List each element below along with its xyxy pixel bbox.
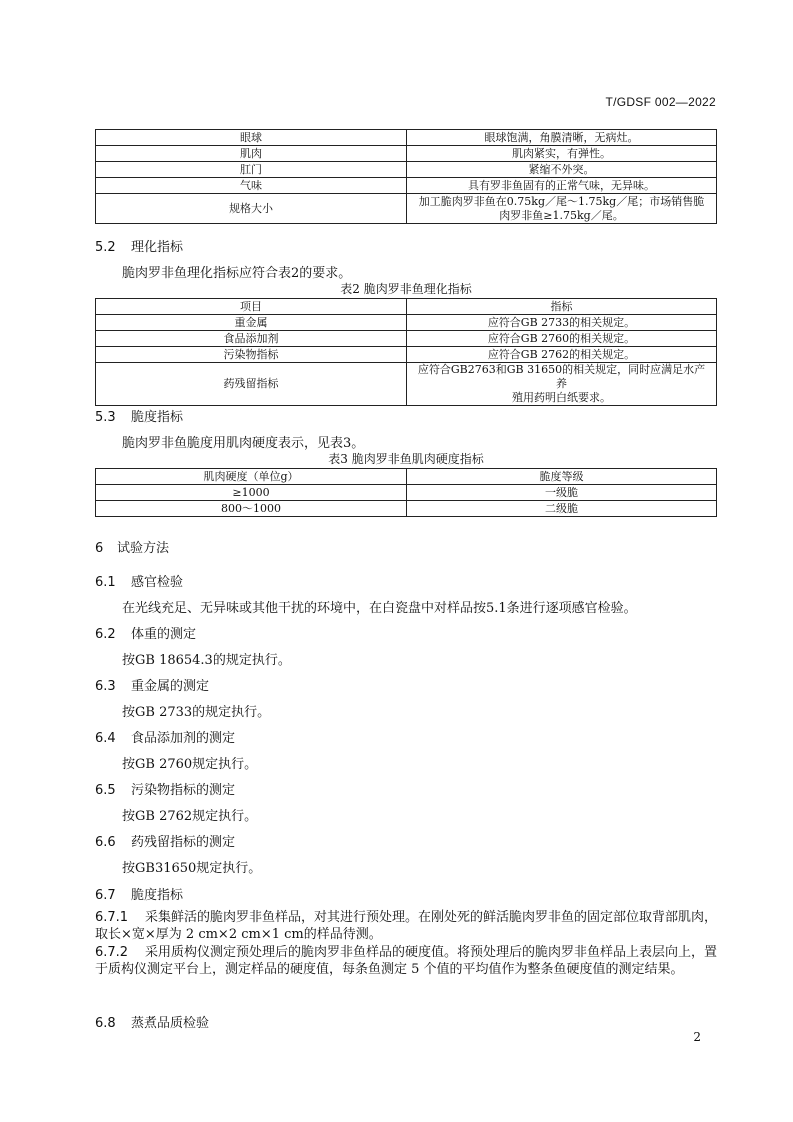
section-title: 蒸煮品质检验 bbox=[131, 1016, 210, 1031]
section-title: 感官检验 bbox=[131, 575, 184, 590]
section-number: 6.2 bbox=[95, 627, 116, 642]
section-title: 药残留指标的测定 bbox=[131, 835, 236, 850]
table-row bbox=[96, 347, 717, 363]
hardness-table bbox=[95, 468, 717, 517]
paragraph: 脆肉罗非鱼脆度用肌肉硬度表示，见表3。 bbox=[122, 436, 365, 451]
clause-number: 6.7.2 bbox=[95, 945, 129, 960]
table-cell bbox=[407, 363, 717, 406]
table-row bbox=[96, 194, 717, 224]
table-cell: 药残留指标 bbox=[96, 363, 407, 406]
section-title: 食品添加剂的测定 bbox=[131, 731, 236, 746]
section-heading-6-8 bbox=[95, 1012, 209, 1031]
section-heading-6-7 bbox=[95, 884, 183, 903]
table-caption: 表3 脆肉罗非鱼肌肉硬度指标 bbox=[328, 452, 484, 466]
table-header-row bbox=[96, 469, 717, 485]
section-number: 6.1 bbox=[95, 575, 116, 590]
section-number: 5.2 bbox=[95, 240, 116, 255]
table-header-row bbox=[96, 299, 717, 315]
physicochemical-table bbox=[95, 298, 717, 406]
table-cell: 具有罗非鱼固有的正常气味，无异味。 bbox=[407, 178, 717, 194]
table-row bbox=[96, 162, 717, 178]
section-heading-6 bbox=[95, 537, 169, 556]
table-cell: 重金属 bbox=[96, 315, 407, 331]
section-heading-5-2 bbox=[95, 236, 183, 255]
table-cell: 紧缩不外突。 bbox=[407, 162, 717, 178]
section-heading-6-6 bbox=[95, 831, 235, 850]
table-cell: ≥1000 bbox=[96, 485, 407, 501]
cell-line: 殖用药明白纸要求。 bbox=[512, 391, 611, 404]
table-header-cell: 脆度等级 bbox=[407, 469, 717, 485]
section-heading-6-3 bbox=[95, 675, 209, 694]
section-number: 5.3 bbox=[95, 410, 116, 425]
paragraph: 按GB 2760规定执行。 bbox=[122, 757, 258, 772]
section-number: 6.8 bbox=[95, 1016, 116, 1031]
clause-text: 采集鲜活的脆肉罗非鱼样品，对其进行预处理。在刚处死的鲜活脆肉罗非鱼的固定部位取背部肌肉，取长×宽×厚为 2 cm×2 cm×1 cm的样品待测。 bbox=[95, 910, 718, 942]
section-heading-6-5 bbox=[95, 779, 235, 798]
table-cell: 应符合GB 2760的相关规定。 bbox=[407, 331, 717, 347]
table-cell: 污染物指标 bbox=[96, 347, 407, 363]
paragraph: 在光线充足、无异味或其他干扰的环境中，在白瓷盘中对样品按5.1条进行逐项感官检验。 bbox=[122, 601, 637, 616]
cell-line: 加工脆肉罗非鱼在0.75kg／尾～1.75kg／尾；市场销售脆 bbox=[418, 194, 705, 208]
section-heading-6-4 bbox=[95, 727, 235, 746]
paragraph: 按GB31650规定执行。 bbox=[122, 861, 262, 876]
section-heading-5-3 bbox=[95, 406, 183, 425]
section-number: 6.5 bbox=[95, 783, 116, 798]
clause-6-7-2 bbox=[95, 944, 717, 978]
table-row bbox=[96, 501, 717, 517]
section-number: 6 bbox=[95, 541, 104, 556]
table-cell: 规格大小 bbox=[96, 194, 407, 224]
section-heading-6-1 bbox=[95, 571, 183, 590]
section-title: 脆度指标 bbox=[131, 888, 184, 903]
table-row bbox=[96, 315, 717, 331]
table-cell: 肛门 bbox=[96, 162, 407, 178]
table-row bbox=[96, 146, 717, 162]
table-cell: 气味 bbox=[96, 178, 407, 194]
section-heading-6-2 bbox=[95, 623, 196, 642]
table-row bbox=[96, 331, 717, 347]
cell-line: 肉罗非鱼≥1.75kg／尾。 bbox=[499, 208, 624, 222]
table-caption: 表2 脆肉罗非鱼理化指标 bbox=[340, 282, 472, 296]
table-cell: 食品添加剂 bbox=[96, 331, 407, 347]
table-header-cell: 指标 bbox=[407, 299, 717, 315]
table-header-cell: 肌肉硬度（单位g） bbox=[96, 469, 407, 485]
cell-line: 应符合GB2763和GB 31650的相关规定，同时应满足水产养 bbox=[417, 363, 706, 390]
page-number: 2 bbox=[693, 1030, 701, 1044]
section-title: 理化指标 bbox=[131, 240, 184, 255]
table-cell: 肌肉 bbox=[96, 146, 407, 162]
clause-text: 采用质构仪测定预处理后的脆肉罗非鱼样品的硬度值。将预处理后的脆肉罗非鱼样品上表层向上，置于质构仪测定平台上，测定样品的硬度值，每条鱼测定 5 个值的平均值作为整条鱼硬度值的测定结果。 bbox=[95, 945, 718, 977]
table-row bbox=[96, 178, 717, 194]
table-cell bbox=[407, 194, 717, 224]
section-title: 试验方法 bbox=[117, 541, 170, 556]
section-title: 重金属的测定 bbox=[131, 679, 210, 694]
table-cell: 应符合GB 2733的相关规定。 bbox=[407, 315, 717, 331]
section-number: 6.6 bbox=[95, 835, 116, 850]
table-cell: 肌肉紧实，有弹性。 bbox=[407, 146, 717, 162]
section-title: 体重的测定 bbox=[131, 627, 197, 642]
table-row bbox=[96, 485, 717, 501]
table-cell: 应符合GB 2762的相关规定。 bbox=[407, 347, 717, 363]
table-cell: 眼球饱满，角膜清晰，无病灶。 bbox=[407, 130, 717, 146]
paragraph: 按GB 18654.3的规定执行。 bbox=[122, 653, 291, 668]
table-cell: 一级脆 bbox=[407, 485, 717, 501]
table-cell: 眼球 bbox=[96, 130, 407, 146]
table-cell: 800～1000 bbox=[96, 501, 407, 517]
table-cell: 二级脆 bbox=[407, 501, 717, 517]
document-code: T/GDSF 002—2022 bbox=[605, 95, 716, 109]
table-row bbox=[96, 363, 717, 406]
table-header-cell: 项目 bbox=[96, 299, 407, 315]
table-row bbox=[96, 130, 717, 146]
paragraph: 按GB 2762规定执行。 bbox=[122, 809, 258, 824]
paragraph: 脆肉罗非鱼理化指标应符合表2的要求。 bbox=[122, 266, 352, 281]
section-number: 6.7 bbox=[95, 888, 116, 903]
section-number: 6.3 bbox=[95, 679, 116, 694]
clause-6-7-1 bbox=[95, 909, 717, 943]
clause-number: 6.7.1 bbox=[95, 910, 129, 925]
section-title: 污染物指标的测定 bbox=[131, 783, 236, 798]
section-number: 6.4 bbox=[95, 731, 116, 746]
section-title: 脆度指标 bbox=[131, 410, 184, 425]
sensory-table bbox=[95, 129, 717, 224]
paragraph: 按GB 2733的规定执行。 bbox=[122, 705, 271, 720]
